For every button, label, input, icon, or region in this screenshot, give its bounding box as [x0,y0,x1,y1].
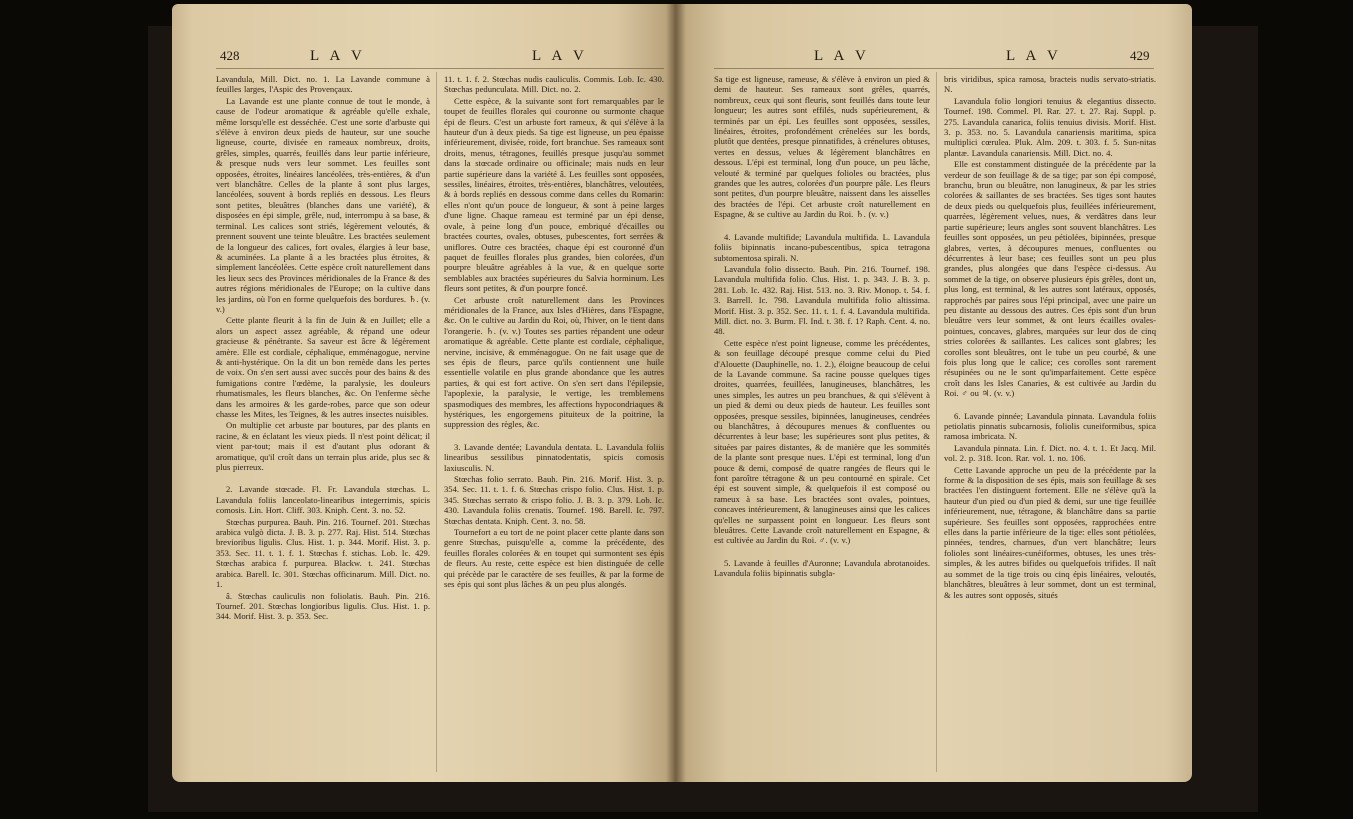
paragraph: 6. Lavande pinnée; Lavandula pinnata. Lavandula foliis petiolatis pinnatis subcarnosis, foliolis cuneiformibus, spica ramosa imbricata. N. [944,410,1156,442]
page-number-right: 429 [1130,48,1150,63]
paragraph: La Lavande est une plante connue de tout le monde, à cause de l'odeur aromatique & agréable qu'elle exhale, même lorsqu'elle est desséchée. C'est une sorte d'arbuste qui s'élève à environ deux pieds de hauteur, sur une souche ligneuse, courte, divisée en rameaux nombreux, droits, grêles, simples, quarrés, feuillés dans leur partie inférieure, & presque nuds vers leur sommet. Les feuilles sont opposées, étroites, linéaires lancéolées, très-entières, & d'un vert blanchâtre. Celles de la plante â sont plus larges, lancéolées, souvent à bords repliés en dessous. Les fleurs sont petites, bleuâtres (blanches dans une variété), & disposées en épi simple, grêle, nud, interrompu à sa base, & terminal. Les calices sont striés, légèrement veloutés, & prennent souvent une teinte bleuâtre. Les bractées seulement de la longueur des calices, fort ovales, élargies à leur base, & acuminées. La plante â a les bractées plus étroites, & simplement lancéolées. Cette espèce croît naturellement dans les lieux secs des Provinces méridionales de la France & des autres régions méridionales de l'Europe; on la cultive dans les jardins, où l'on en forme quelquefois des bordures. ♄. (v. v.) [216,95,430,314]
paragraph: Lavandula pinnata. Lin. f. Dict. no. 4. t. 1. Et Jacq. Mil. vol. 2. p. 318. Icon. Rar. vol. 1. no. 106. [944,442,1156,464]
paragraph: Cette Lavande approche un peu de la précédente par la forme & la disposition de ses épis, mais son feuillage & ses bractées l'en distinguent fortement. Elle ne s'élève qu'à la hauteur d'un pied ou d'un pied & demi, sur une tige feuillée inférieurement, nue, tétragone, & blanchâtre dans sa partie supérieure. Ses feuilles sont opposées, rapprochées entre elles dans la partie inférieure de la tige: elles sont pétiolées, pinnées, tendres, charnues, d'un vert blanchâtre; leurs folioles sont linéaires-cunéiformes, obtuses, les unes très-simples, & les autres bifides ou quelquefois trifides. Il naît au sommet de la tige trois ou cinq épis linéaires, veloutés, blanchâtres, bleuâtres à leur sommet, dont un est terminal, & les autres sont opposés, situés [944,464,1156,600]
paragraph: Elle est constamment distinguée de la précédente par la verdeur de son feuillage & de sa tige; par son épi composé, branchu, brun ou bleuâtre, non lanugineux, & par les stries colorées & saillantes de ses bractées. Ses tiges sont hautes de deux pieds ou quelquefois plus, feuillées inférieurement, quarrées, légèrement velues, nues, & verdâtres dans leur partie supérieure; leurs angles sont souvent blanchâtres. Les feuilles sont opposées, un peu pétiolées, bipinnées, presque glabres, vertes, à découpures menues, confluentes ou décurrentes à leur base; ces feuilles sont un peu plus grandes, plus alongées que dans l'espèce ci-dessus. Au sommet de la tige, on observe plusieurs épis grêles, dont un, plus long, est terminal, & les autres sont latéraux, opposés, rapprochés par paires sous l'épi principal, avec une paire un peu distante au dessous des autres. Ces épis sont d'un brun bleuâtre vers leur sommet, & ont leurs écailles ovales-pointues, concaves, glabres, marquées sur leur dos de cinq stries colorées & saillantes. Les calices sont glabres; les corolles sont bleuâtres, ont le tube un peu courbé, & une fois plus long que le calice; ces corolles sont rarement résupinées ou ne le sont qu'imparfaitement. Cette espèce croît dans les Isles Canaries, & est cultivée au Jardin du Roi. ♂ ou ♃. (v. v.) [944,159,1156,399]
paragraph: 5. Lavande à feuilles d'Auronne; Lavandula abrotanoides. Lavandula foliis bipinnatis subgla- [714,557,930,579]
column-divider-right [936,72,937,772]
paragraph: Cette espèce n'est point ligneuse, comme les précédentes, & son feuillage découpé presque comme celui du Pied d'Alouette (Dauphinelle, no. 1. 2.), éloigne beaucoup de celui de la Lavande commune. Sa racine pousse quelques tiges droites, quarrées, feuillées, lanugineuses, blanchâtres, les unes simples, les autres un peu branchues, & qui s'élèvent à un pied & demi ou deux pieds de hauteur. Les feuilles sont opposées, presque sessiles, bipinnées, lanugineuses, cendrées ou blanchâtres, à découpures menues & confluentes ou décurrentes à leur base; les supérieures sont plus petites, & situées par paires distantes, & de manière que les sommités de la plante sont presque nues. L'épi est terminal, long d'un pouce & demi, composé de quatre rangées de fleurs qui le font paroître tétragone & un peu contourné en spirale. Cet épi est souvent simple, & quelquefois il est composé ou rameux à sa base. Les bractées sont ovales, pointues, concaves intérieurement, & lanugineuses ainsi que les calices qu'elles ne surpassent point en longueur. Les fleurs sont bleuâtres. Cette Lavande croît naturellement en Espagne, & est cultivée au Jardin du Roi. ♂. (v. v.) [714,337,930,546]
paragraph: Sa tige est ligneuse, rameuse, & s'élève à environ un pied & demi de hauteur. Ses rameaux sont grêles, quarrés, nombreux, ceux qui sont fleuris, sont feuillés dans toute leur longueur; les autres sont effilés, nuds supérieurement, & terminés par un épi. Les feuilles sont opposées, sessiles, linéaires, étroites, profondément crénelées sur les bords, plutôt que dentées, presque pinnatifides, à crénelures obtuses, vertes en dessus, velues & légèrement blanchâtres en dessous. L'épi est terminal, long d'un pouce, un peu lâche, velouté & terminé par quelques folioles ou bractées, plus grandes que les autres, colorées d'un pourpre pâle. Les fleurs sont petites, d'un pourpre bleuâtre, naissent dans les aisselles des bractées de l'épi. Cet arbuste croît naturellement en Espagne, & se cultive au Jardin du Roi. ♄. (v. v.) [714,74,930,220]
paragraph: Stœchas folio serrato. Bauh. Pin. 216. Morif. Hist. 3. p. 354. Sec. 11. t. 1. f. 6. Stœchas crispo folio. Clus. Hist. 1. p. 345. Stœchas serrato & crispo folio. J. B. 3. p. 379. Lob. Ic. 430. Lavandula foliis crenatis. Tournef. 198. Barell. Ic. 797. Stœchas dentata. Kniph. Cent. 3. no. 58. [444,474,664,526]
paragraph: 3. Lavande dentée; Lavandula dentata. L. Lavandula foliis linearibus sessilibus pinnatodentatis, spicis comosis laxiusculis. N. [444,441,664,473]
column-divider-left [436,72,437,772]
paragraph: On multiplie cet arbuste par boutures, par des plants en racine, & en éclatant les vieux pieds. Il n'est point délicat; il vient par-tout; mais il est d'autant plus odorant & aromatique, qu'il croît dans un terrain plus aride, plus sec & plus pierreux. [216,420,430,473]
paragraph: Lavandula folio longiori tenuius & elegantius dissecto. Tournef. 198. Commel. Pl. Rar. 27. t. 27. Raj. Suppl. p. 275. Lavandula canarica, foliis tenuius divisis. Morif. Hist. 3. p. 353. no. 5. Lavandula canariensis maritima, spica multiplici cœrulea. Pluk. Alm. 209. t. 303. f. 5. Sun-nitas plantæ. Lavandula canariensis. Mill. Dict. no. 4. [944,95,1156,158]
page-number-left: 428 [220,48,240,63]
paragraph: Lavandula, Mill. Dict. no. 1. La Lavande commune à feuilles larges, l'Aspic des Provençaux. [216,74,430,95]
header-rule-right [714,68,1154,69]
running-header-left-col2: L A V [532,48,588,64]
right-column-1 [714,74,930,580]
paragraph: 11. t. 1. f. 2. Stœchas nudis cauliculis. Commis. Lob. Ic. 430. Stœchas pedunculata. Mill. Dict. no. 2. [444,74,664,95]
running-header-left: L A V [310,48,366,64]
header-rule-left [216,68,664,69]
running-header-right: L A V [814,48,870,64]
paragraph: Cette espèce, & la suivante sont fort remarquables par le toupet de feuilles florales qui couronne ou surmonte chaque épi de fleurs. C'est un arbuste fort rameux, & qui s'élève à la hauteur d'un à deux pieds. Sa tige est ligneuse, un peu épaisse inférieurement, divisée, roide, fort branchue. Ses rameaux sont droits, menus, tétragones, feuillés presque jusqu'au sommet dans la stœcade ordinaire ou officinale; mais nuds en leur partie supérieure dans la variété â. Les feuilles sont opposées, sessiles, linéaires, étroites, très-entières, blanchâtres, veloutées, & à bords repliés en dessous comme dans celles du Romarin: elles n'ont qu'un pouce de longueur, & sont à peine larges d'une ligne. Chaque rameau est terminé par un épi dense, ovale, à peine long d'un pouce, embriqué d'écailles ou bractées courtes, ovales, obtuses, pubescentes, fort serrées & uniflores. Outre ces bractées, chaque épi est couronné d'un paquet de feuilles florales plus grandes, bien colorées, d'un pourpre bleuâtre agréables à la vue, & en quelque sorte semblables aux bractées supérieures du Salvia horminum. Les fleurs sont petites, & d'un pourpre foncé. [444,95,664,294]
left-column-1 [216,74,430,623]
paragraph: Stœchas purpurea. Bauh. Pin. 216. Tournef. 201. Stœchas arabica vulgò dicta. J. B. 3. p. 277. Raj. Hist. 514. Stœchas brevioribus ligulis. Clus. Hist. 1. p. 344. Morif. Hist. 3. p. 353. Sec. 11. t. 1. f. 1. Stœchas f. stichas. Lob. Ic. 429. Stœchas arabica f. purpurea. Blackw. t. 241. Stœchas arabica. Barell. Ic. 301. Stœchas officinarum. Mill. Dict. no. 1. [216,516,430,590]
right-page [676,4,1192,782]
paragraph: Tournefort a eu tort de ne point placer cette plante dans son genre Stœchas, puisqu'elle a, comme la précédente, des feuilles florales colorées & en toupet qui surmontent ses épis de fleurs. Au reste, cette espèce est bien distinguée de celle qui précède par le caractère de ses feuilles, & par la forme de ses épis qui sont plus lâches & un peu plus alongés. [444,527,664,590]
book-gutter [666,4,686,782]
paragraph: bris viridibus, spica ramosa, bracteis nudis servato-striatis. N. [944,74,1156,95]
right-column-2 [944,74,1156,601]
paragraph: Lavandula folio dissecto. Bauh. Pin. 216. Tournef. 198. Lavandula multifida folio. Clus. Hist. 1. p. 343. J. B. 3. p. 281. Lob. Ic. 432. Raj. Hist. 513. no. 3. Riv. Monop. t. 54. f. 3. Barrell. Ic. 798. Lavandula multifida folio altissima. Morif. Hist. 3. p. 352. Sec. 11. t. 1. f. 4. Lavandula multifida. Mill. dict. no. 3. Burm. Fl. Ind. t. 38. f. 1? Raph. Cent. 4. no. 48. [714,263,930,337]
paragraph: Cet arbuste croît naturellement dans les Provinces méridionales de la France, aux Isles d'Hières, dans l'Espagne, &c. On le cultive au Jardin du Roi, où, l'hiver, on le tient dans l'orangerie. ♄. (v. v.) Toutes ses parties répandent une odeur aromatique & agréable. Cette plante est cordiale, céphalique, nervine, incisive, & emménagogue. On ne fait usage que de ses épis de fleurs, parce qu'ils contiennent une huile essentielle volatile en plus grande abondance que les autres parties, & qui est fort active. On s'en sert dans l'épilepsie, l'apoplexie, la paralysie, le vertige, les tremblemens spasmodiques des membres, les affections hypocondriaques & hystériques, les engorgemens pituiteux de la poitrine, la suppression des règles, &c. [444,294,664,430]
left-page [172,4,676,782]
left-column-2 [444,74,664,591]
paragraph: 2. Lavande stœcade. Fl. Fr. Lavandula stœchas. L. Lavandula foliis lanceolato-linearibus integerrimis, spicis comosis. Lin. Hort. Cliff. 303. Kniph. Cent. 3. no. 52. [216,484,430,516]
paragraph: Cette plante fleurit à la fin de Juin & en Juillet; elle a alors un aspect assez agréable, & répand une odeur gracieuse & pénétrante. Sa saveur est âcre & légèrement amère. Elle est cordiale, céphalique, emménagogue, nervine & anti-hystérique. On la dit un bon remède dans les pertes de voix. On s'en sert aussi avec succès pour des bains & des fumigations contre l'œdème, la paralysie, les douleurs rhumatismales, les fleurs blanches, &c. On l'enferme sèche dans les armoires & les garde-robes, parce que son odeur chasse les Mites, les Teignes, & les autres insectes nuisibles. [216,315,430,419]
paragraph: â. Stœchas cauliculis non foliolatis. Bauh. Pin. 216. Tournef. 201. Stœchas longioribus ligulis. Clus. Hist. 1. p. 344. Morif. Hist. 3. p. 353. Sec. [216,590,430,622]
running-header-right-col2: L A V [1006,48,1062,64]
paragraph: 4. Lavande multifide; Lavandula multifida. L. Lavandula foliis bipinnatis incano-pubescentibus, spica tetragona subtomentosa spirali. N. [714,231,930,263]
